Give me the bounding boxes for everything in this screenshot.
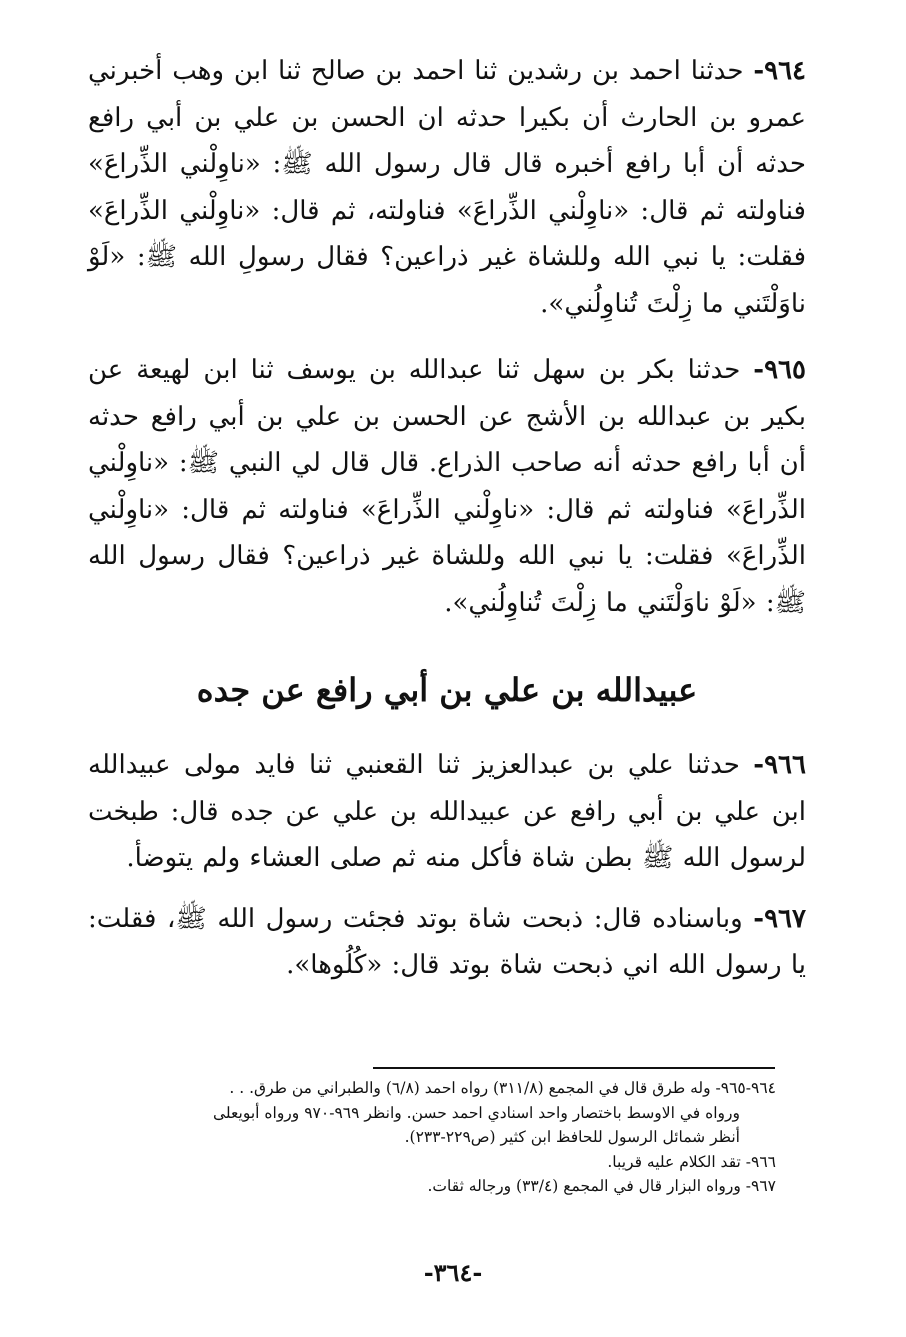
footnotes bbox=[90, 1076, 776, 1199]
section-title: عبيدالله بن علي بن أبي رافع عن جده bbox=[196, 671, 698, 709]
footnote-line: ٩٦٤-٩٦٥- وله طرق قال في المجمع (٣١١/٨) رواه احمد (٦/٨) والطبراني من طرق. . . bbox=[229, 1079, 776, 1097]
hadith-text: حدثنا علي بن عبدالعزيز ثنا القعنبي ثنا فايد مولى عبيدالله ابن علي بن أبي رافع عن عبيدالله بن علي عن جده قال: طبخت لرسول الله ﷺ بطن شاة فأكل منه ثم صلى العشاء ولم يتوضأ. bbox=[88, 750, 806, 873]
footnote-line: ٩٦٦- تقد الكلام عليه قريبا. bbox=[607, 1152, 776, 1171]
page-number: -٣٦٤- bbox=[423, 1258, 483, 1287]
footnote-line: أنظر شمائل الرسول للحافظ ابن كثير (ص٢٢٩-٢٣٣). bbox=[404, 1128, 740, 1146]
hadith-text: حدثنا احمد بن رشدين ثنا احمد بن صالح ثنا ابن وهب أخبرني عمرو بن الحارث أن بكيرا حدثه ان الحسن بن علي بن أبي رافع حدثه أن أبا رافع أخبره قال قال رسول الله ﷺ: «ناوِلْني الذِّراعَ» فناولته ثم قال: «ناوِلْني الذِّراعَ» فناولته، ثم قال: «ناوِلْني الذِّراعَ» فقلت: يا نبي الله وللشاة غير ذراعين؟ فقال رسولِ الله ﷺ: «لَوْ ناوَلْتَني ما زِلْتَ تُناوِلُني». bbox=[88, 56, 806, 319]
hadith-number: ٩٦٥- bbox=[753, 355, 806, 385]
hadith-number: ٩٦٤- bbox=[753, 56, 807, 86]
hadith-text: وباسناده قال: ذبحت شاة بوتد فجئت رسول الله ﷺ، فقلت: يا رسول الله اني ذبحت شاة بوتد قال: «كُلُوها». bbox=[88, 903, 806, 980]
footnote-line: ورواه في الاوسط باختصار واحد اسنادي احمد حسن. وانظر ٩٦٩-٩٧٠ ورواه أبويعلى bbox=[213, 1103, 740, 1122]
hadith-number: ٩٦٧- bbox=[753, 903, 806, 934]
hadith-text: حدثنا بكر بن سهل ثنا عبدالله بن يوسف ثنا ابن لهيعة عن بكير بن عبدالله بن الأشج عن الحسن بن علي بن أبي رافع حدثه أن أبا رافع حدثه أنه صاحب الذراع. قال قال لي النبي ﷺ: «ناوِلْني الذِّراعَ» فناولته ثم قال: «ناوِلْني الذِّراعَ» فناولته ثم قال: «ناوِلْني الذِّراعَ» فقلت: يا نبي الله وللشاة غير ذراعين؟ فقال رسول الله ﷺ: «لَوْ ناوَلْتَني ما زِلْتَ تُناوِلُني». bbox=[88, 355, 806, 618]
hadith-number: ٩٦٦- bbox=[753, 750, 806, 780]
footnote-line: ٩٦٧- ورواه البزار قال في المجمع (٣٣/٤) ورجاله ثقات. bbox=[427, 1177, 776, 1195]
hadith-paragraph-965 bbox=[88, 347, 806, 626]
hadith-paragraph-967 bbox=[88, 896, 806, 989]
footnote-separator bbox=[373, 1067, 775, 1069]
hadith-paragraph-964 bbox=[88, 48, 806, 327]
hadith-paragraph-966 bbox=[88, 742, 806, 882]
